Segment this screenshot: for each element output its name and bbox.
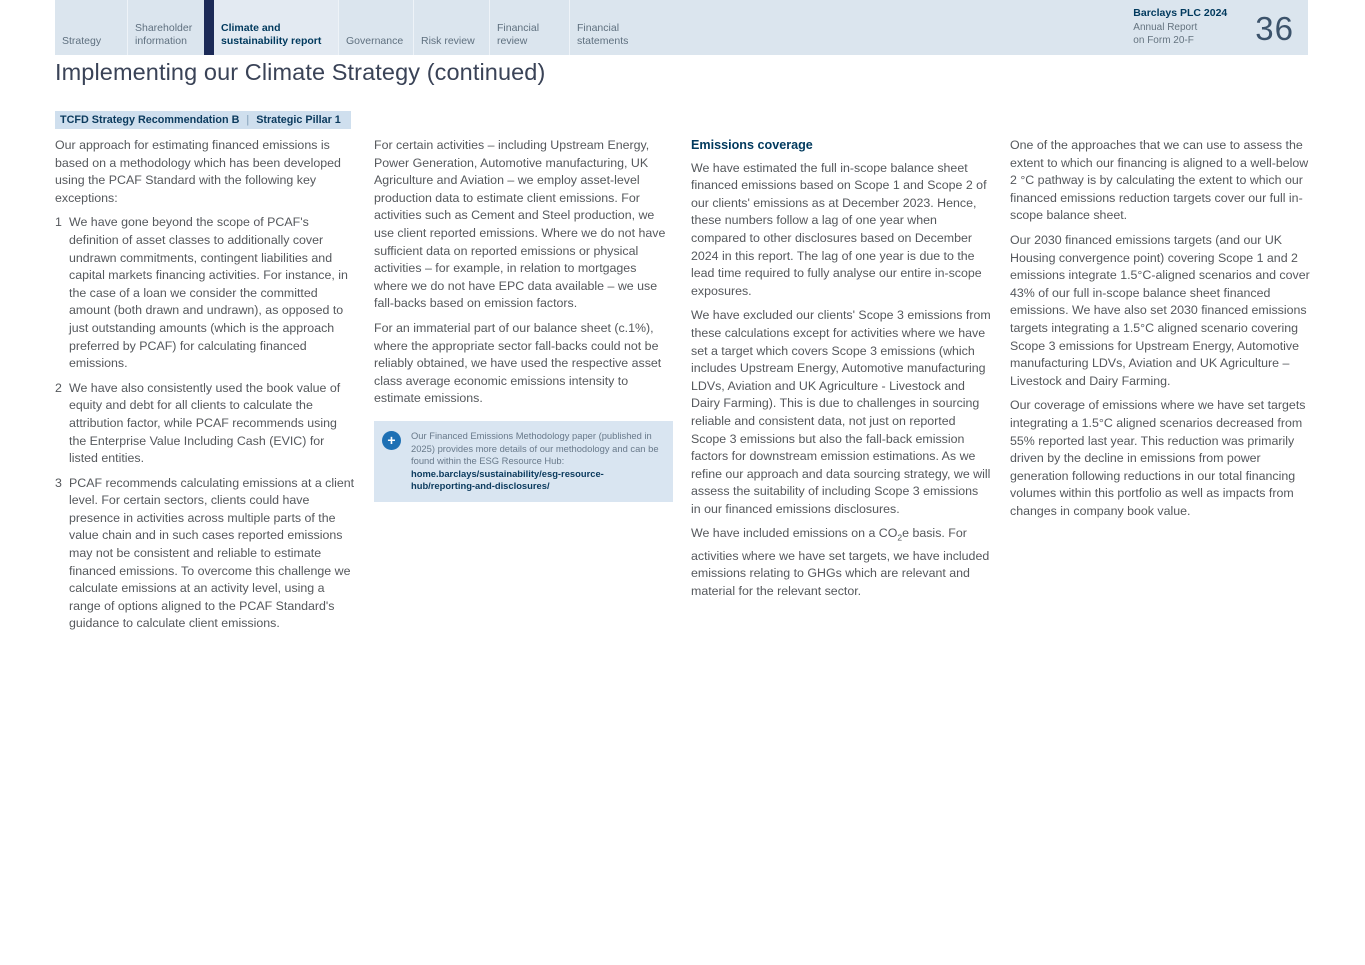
- column-2: [374, 137, 673, 502]
- list-item: [55, 214, 356, 372]
- page-number: 36: [1255, 9, 1294, 47]
- col4-paragraph-1: One of the approaches that we can use to assess the extent to which our financing is aligned to a well-below 2 °C pathway is by calculating the extent to which our financed emissions reduction targets cover our full in-scope balance sheet.: [1010, 138, 1309, 223]
- col3-paragraph-3: [691, 525, 991, 600]
- co2-subscript: 2: [897, 532, 903, 543]
- tab-label: Financial statements: [577, 21, 629, 47]
- col3-paragraph-1: We have estimated the full in-scope balance sheet financed emissions based on Scope 1 and Scope 2 of our clients' emissions as at December 2023. Hence, these numbers follow a lag of one year when compared to other disclosures based on December 2024 in this report. The lag of one year is due to the lead time required to fully analyse our entire in-scope exposures.: [691, 160, 987, 298]
- esg-resource-hub-link[interactable]: home.barclays/sustainability/esg-resource-hub/reporting-and-disclosures/: [411, 467, 604, 492]
- tab-label: Strategy: [62, 34, 102, 47]
- tcfd-badge-left: TCFD Strategy Recommendation B: [60, 114, 240, 126]
- col3-p3-pre: We have included emissions on a CO: [691, 526, 898, 541]
- list-item: [55, 475, 356, 633]
- callout-text: Our Financed Emissions Methodology paper (published in 2025) provides more details of our methodology and can be found within the ESG Resource Hub:: [411, 429, 659, 467]
- col3-paragraph-2: We have excluded our clients' Scope 3 emissions from these calculations except for activities where we have set a target which covers Scope 3 emissions (which includes Upstream Energy, Automotive manufacturing LDVs, Aviation and UK Agriculture - Livestock and Dairy Farming). This is due to challenges in sourcing reliable and consistent data, not just on reported Scope 3 emissions but also the fall-back emission factors for downstream emission estimations. As we refine our approach and data sourcing strategy, we will assess the suitability of including Scope 3 emissions in our financed emissions disclosures.: [691, 308, 991, 516]
- list-item: [55, 380, 356, 468]
- section-nav-band: [55, 0, 1308, 55]
- tab-financial-statements[interactable]: [569, 0, 651, 55]
- page-title: Implementing our Climate Strategy (continued): [55, 59, 546, 85]
- list-text: PCAF recommends calculating emissions at a client level. For certain sectors, clients could have presence in activities across multiple parts of the value chain and in such cases reported emissions may not be consistent and reliable to estimate financed emissions. To overcome this challenge we calculate emissions at an activity level, using a range of options aligned to the PCAF Standard's guidance to calculate client emissions.: [69, 475, 355, 631]
- plus-circle-icon: +: [382, 431, 401, 450]
- band-right: [1133, 0, 1308, 55]
- list-text: We have also consistently used the book value of equity and debt for all clients to calculate the attribution factor, while PCAF recommends using the Enterprise Value Including Cash (EVIC) for listed entities.: [69, 380, 341, 466]
- brand-subtitle-line1: Annual Report: [1133, 22, 1198, 34]
- col3-p3-post: e basis. For activities where we have set targets, we have included emissions relating to GHGs which are relevant and material for the relevant sector.: [691, 526, 990, 598]
- list-text: We have gone beyond the scope of PCAF's definition of asset classes to additionally cover undrawn commitments, contingent liabilities and capital markets financing activities. For instance, in the case of a loan we consider the committed amount (both drawn and undrawn), as opposed to just outstanding amounts (which is the approach preferred by PCAF) for calculating financed emissions.: [69, 215, 348, 371]
- list-number: 1: [55, 215, 62, 230]
- tab-governance[interactable]: [338, 0, 413, 55]
- column-4: [1010, 137, 1310, 527]
- active-tab-marker: [204, 0, 214, 55]
- col2-paragraph-2: For an immaterial part of our balance sheet (c.1%), where the appropriate sector fall-backs could not be reliably obtained, we have used the respective asset class average economic emissions intensity to estimate emissions.: [374, 320, 662, 406]
- col2-paragraph-1: For certain activities – including Upstream Energy, Power Generation, Automotive manufacturing, UK Agriculture and Aviation – we employ asset-level production data to estimate client emissions. For activities such as Cement and Steel production, we use client reported emissions. Where we do not have sufficient data on reported emissions or physical activities – for example, in relation to mortgages where we do not have EPC data available – we use fall-backs based on emission factors.: [374, 138, 666, 311]
- tab-financial-review[interactable]: [489, 0, 569, 55]
- column-1: [55, 137, 356, 640]
- tab-strategy[interactable]: [55, 0, 127, 55]
- brand-subtitle-line2: on Form 20-F: [1133, 35, 1194, 47]
- report-brand-block: [1133, 7, 1255, 47]
- methodology-callout: [374, 421, 673, 502]
- badge-divider: |: [246, 114, 250, 126]
- col4-paragraph-3: Our coverage of emissions where we have set targets integrating a 1.5°C aligned scenarios decreased from 55% reported last year. This reduction was primarily driven by the decline in emissions from power generation following reductions in our total financing volumes within this portfolio as well as impacts from changes in company book value.: [1010, 398, 1306, 518]
- column-3: [691, 137, 991, 607]
- col4-paragraph-2: Our 2030 financed emissions targets (and our UK Housing convergence point) covering Scope 1 and 2 emissions integrate 1.5°C-aligned scenarios and cover 43% of our full in-scope balance sheet financed emissions. We have also set 2030 financed emissions targets integrating a 1.5°C aligned scenario covering Scope 3 emissions for Upstream Energy, Automotive manufacturing LDVs, Aviation and UK Agriculture – Livestock and Dairy Farming.: [1010, 232, 1310, 388]
- tab-risk-review[interactable]: [413, 0, 489, 55]
- tab-label: Financial review: [497, 21, 540, 47]
- tcfd-badge: [55, 111, 351, 129]
- list-number: 2: [55, 380, 62, 395]
- list-number: 3: [55, 475, 62, 490]
- tab-label: Risk review: [421, 34, 475, 47]
- tab-label: Governance: [346, 34, 404, 47]
- tab-shareholder-information[interactable]: [127, 0, 204, 55]
- brand-title: Barclays PLC 2024: [1133, 7, 1228, 20]
- emissions-coverage-heading: Emissions coverage: [691, 138, 813, 152]
- tab-label: Shareholder information: [135, 21, 193, 47]
- col1-intro: Our approach for estimating financed emissions is based on a methodology which has been developed using the PCAF Standard with the following key exceptions:: [55, 138, 341, 205]
- tab-climate-and-sustainability-report[interactable]: [214, 0, 338, 55]
- tcfd-badge-right: Strategic Pillar 1: [256, 114, 341, 126]
- tab-label: Climate and sustainability report: [221, 21, 322, 47]
